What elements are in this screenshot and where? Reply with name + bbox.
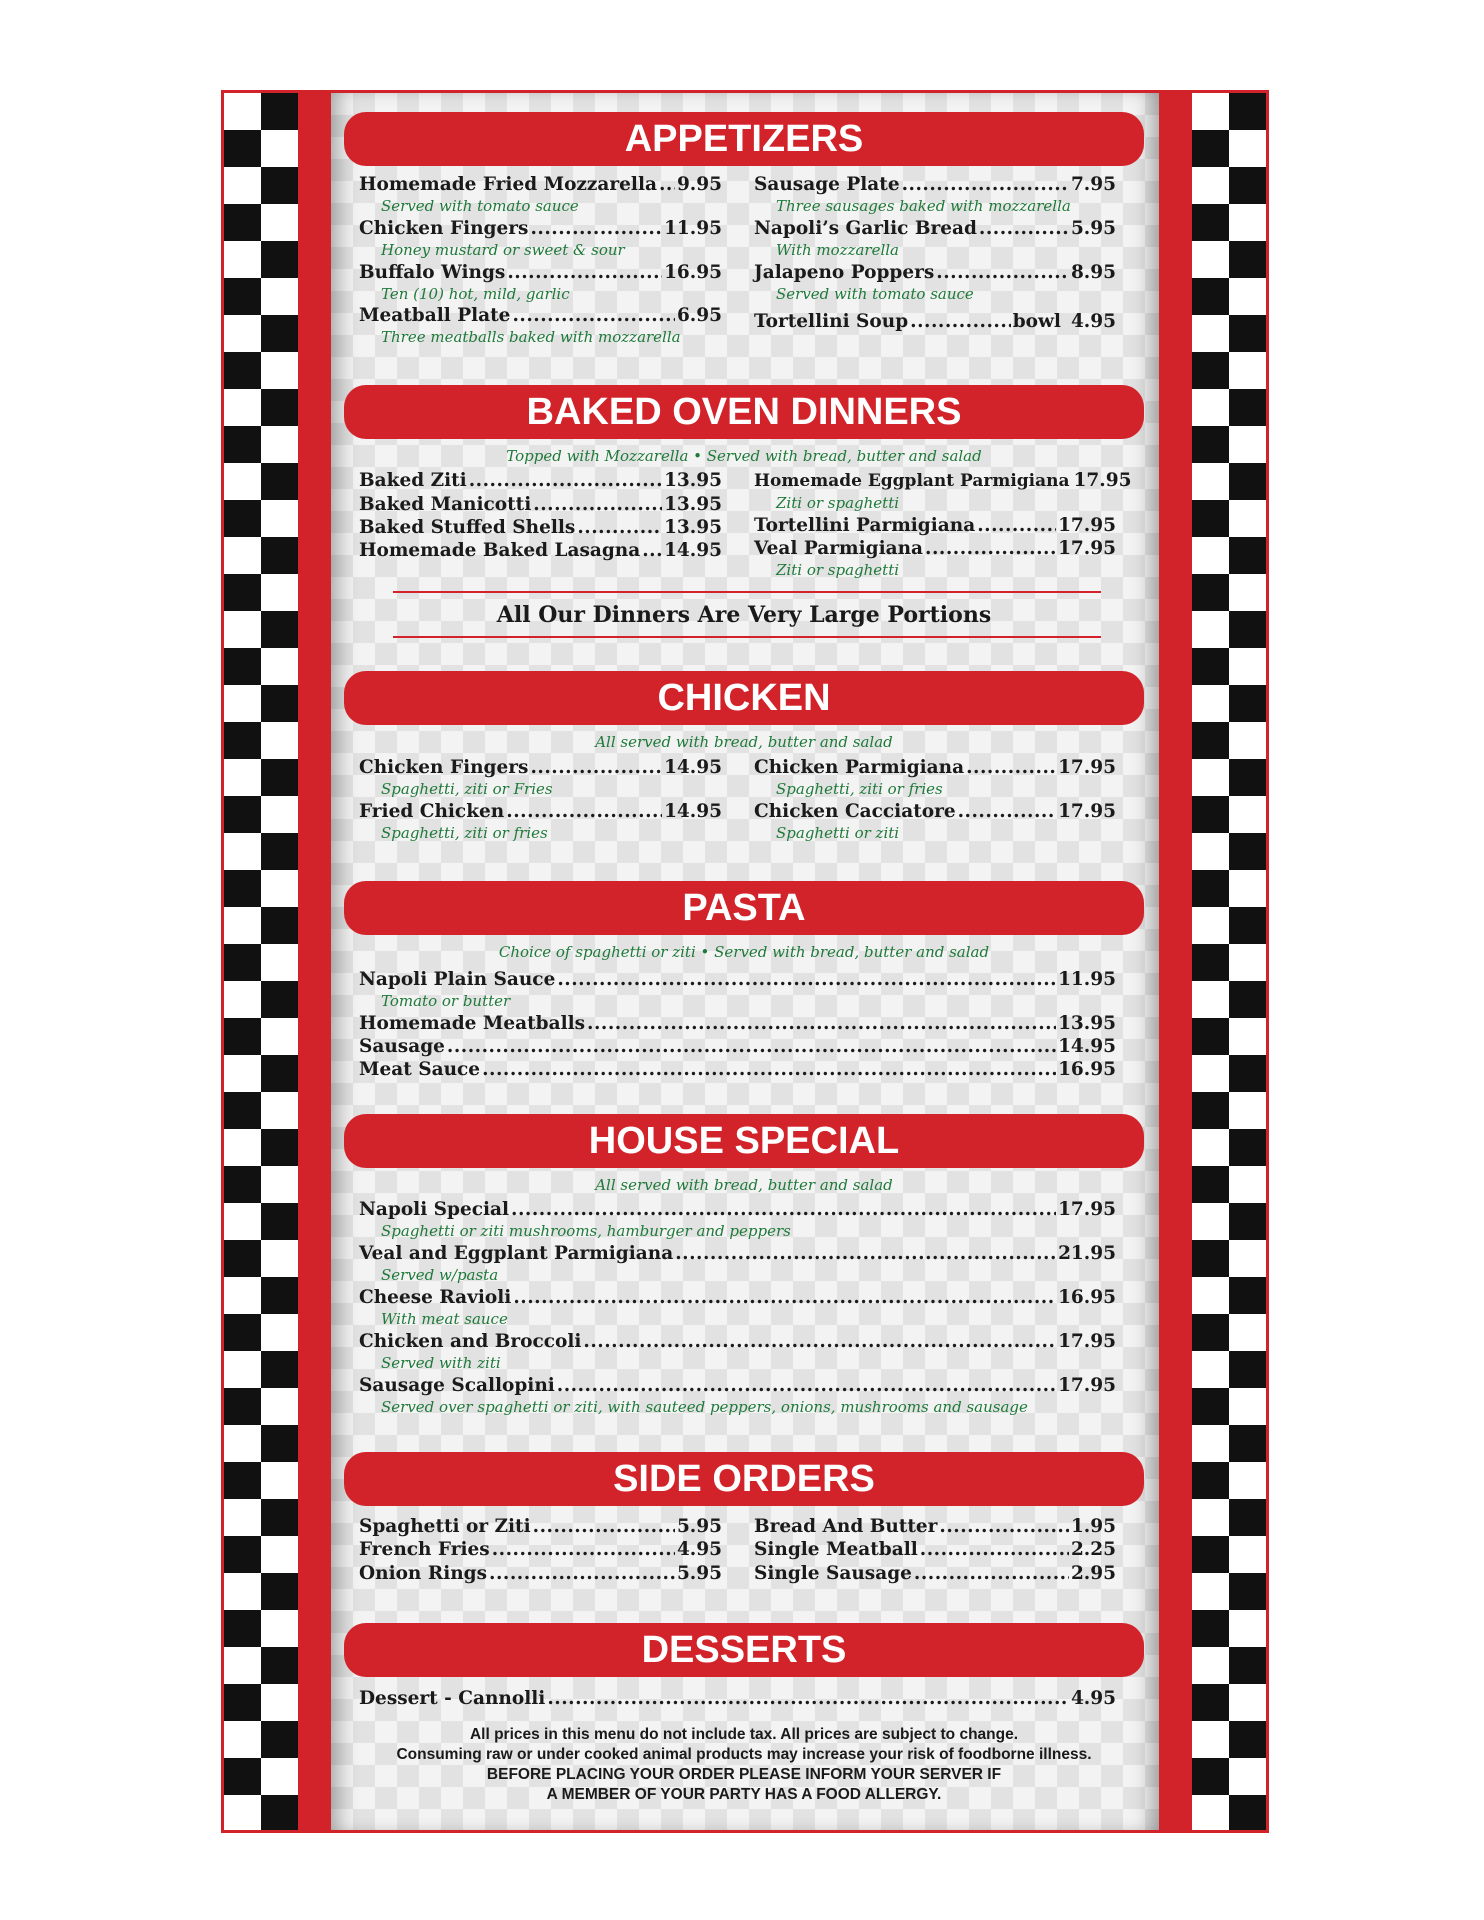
item-name: Meat Sauce <box>359 1059 481 1080</box>
item-price: 13.95 <box>664 517 722 538</box>
item-name: Tortellini Parmigiana <box>754 515 976 536</box>
item-size: bowl <box>1012 311 1061 332</box>
item-description: Ziti or spaghetti <box>776 494 900 512</box>
dot-leader <box>977 515 1056 537</box>
dot-leader <box>447 1036 1056 1058</box>
divider-rule-top <box>393 591 1101 593</box>
dot-leader <box>489 1563 675 1585</box>
item-price: 17.95 <box>1058 538 1116 559</box>
item-description: Spaghetti or ziti mushrooms, hamburger and peppers <box>381 1222 791 1240</box>
menu-item <box>359 801 722 825</box>
item-price: 4.95 <box>1070 1688 1116 1709</box>
section-banner-side-orders: SIDE ORDERS <box>344 1452 1144 1506</box>
dot-leader <box>547 1688 1069 1710</box>
menu-item <box>359 1199 1116 1223</box>
dot-leader <box>966 757 1056 779</box>
item-price: 11.95 <box>664 218 722 239</box>
dot-leader <box>939 1516 1069 1538</box>
dot-leader <box>506 801 662 823</box>
menu-item <box>359 517 722 541</box>
dot-leader <box>482 1059 1056 1081</box>
dot-leader <box>675 1243 1056 1265</box>
menu-item <box>754 757 1116 781</box>
menu-item <box>754 218 1116 242</box>
menu-item <box>359 969 1116 993</box>
item-name: Napoli Plain Sauce <box>359 969 556 990</box>
item-description: Served w/pasta <box>381 1266 499 1284</box>
menu-item <box>359 1243 1116 1267</box>
menu-item <box>359 757 722 781</box>
menu-item <box>754 174 1116 198</box>
item-price: 9.95 <box>676 174 722 195</box>
item-description: Served with tomato sauce <box>381 197 579 215</box>
disclaimer-line: Consuming raw or under cooked animal products may increase your risk of foodborne illness. <box>396 1746 1092 1763</box>
item-description: Served with ziti <box>381 1354 501 1372</box>
item-price: 5.95 <box>676 1563 722 1584</box>
item-price: 17.95 <box>1058 515 1116 536</box>
menu-item <box>359 1516 722 1540</box>
item-name: Meatball Plate <box>359 305 511 326</box>
item-description: Three sausages baked with mozzarella <box>776 197 1071 215</box>
item-description: Spaghetti, ziti or fries <box>381 824 548 842</box>
menu-item <box>359 1287 1116 1311</box>
menu-item <box>359 262 722 286</box>
item-price: 14.95 <box>664 801 722 822</box>
item-price: 14.95 <box>664 757 722 778</box>
item-name: Veal and Eggplant Parmigiana <box>359 1243 674 1264</box>
menu-item <box>359 1688 1116 1712</box>
item-price: 14.95 <box>1058 1036 1116 1057</box>
item-name: Baked Ziti <box>359 470 467 491</box>
item-name: Chicken Cacciatore <box>754 801 956 822</box>
item-name: French Fries <box>359 1539 490 1560</box>
dot-leader <box>507 262 662 284</box>
dot-leader <box>642 540 662 562</box>
item-name: Single Meatball <box>754 1539 918 1560</box>
item-name: Homemade Eggplant Parmigiana <box>754 471 1070 491</box>
item-price: 5.95 <box>1070 218 1116 239</box>
menu-item <box>754 311 1116 335</box>
item-description: Ziti or spaghetti <box>776 561 900 579</box>
item-description: Served with tomato sauce <box>776 285 974 303</box>
dot-leader <box>512 305 674 327</box>
item-price: 14.95 <box>664 540 722 561</box>
item-price: 13.95 <box>664 494 722 515</box>
item-name: Sausage <box>359 1036 445 1057</box>
item-price: 11.95 <box>1058 969 1116 990</box>
allergy-warning-line: A MEMBER OF YOUR PARTY HAS A FOOD ALLERGY. <box>546 1786 942 1803</box>
disclaimer-line: All prices in this menu do not include tax. All prices are subject to change. <box>469 1726 1019 1743</box>
item-price: 13.95 <box>664 470 722 491</box>
item-name: Bread And Butter <box>754 1516 938 1537</box>
item-name: Veal Parmigiana <box>754 538 924 559</box>
dot-leader <box>583 1331 1056 1353</box>
dot-leader <box>925 538 1056 560</box>
item-price: 21.95 <box>1058 1243 1116 1264</box>
item-price: 17.95 <box>1058 757 1116 778</box>
dot-leader <box>557 1375 1056 1397</box>
menu-item <box>359 1036 1116 1060</box>
item-name: Homemade Fried Mozzarella <box>359 174 657 195</box>
item-name: Chicken and Broccoli <box>359 1331 582 1352</box>
item-description: With mozzarella <box>776 241 899 259</box>
item-price: 16.95 <box>1058 1059 1116 1080</box>
item-name: Sausage Scallopini <box>359 1375 555 1396</box>
section-banner-pasta: PASTA <box>344 881 1144 935</box>
dot-leader <box>587 1013 1056 1035</box>
section-banner-chicken: CHICKEN <box>344 671 1144 725</box>
menu-item <box>754 470 1132 494</box>
dot-leader <box>513 1287 1056 1309</box>
item-name: Chicken Parmigiana <box>754 757 965 778</box>
item-description: Spaghetti, ziti or Fries <box>381 780 553 798</box>
dot-leader <box>557 969 1056 991</box>
section-banner-house-special: HOUSE SPECIAL <box>344 1114 1144 1168</box>
dot-leader <box>492 1539 675 1561</box>
dot-leader <box>511 1199 1056 1221</box>
item-description: Honey mustard or sweet & sour <box>381 241 625 259</box>
item-name: Homemade Meatballs <box>359 1013 586 1034</box>
dot-leader <box>530 757 662 779</box>
item-price: 7.95 <box>1070 174 1116 195</box>
menu-item <box>359 174 722 198</box>
menu-item <box>754 1539 1116 1563</box>
allergy-warning-line: BEFORE PLACING YOUR ORDER PLEASE INFORM YOUR SERVER IF <box>486 1766 1002 1783</box>
item-price: 6.95 <box>676 305 722 326</box>
dot-leader <box>533 1516 675 1538</box>
item-name: Napoli Special <box>359 1199 510 1220</box>
menu-item <box>754 538 1116 562</box>
menu-item <box>359 494 722 518</box>
item-name: Baked Manicotti <box>359 494 532 515</box>
menu-item <box>754 262 1116 286</box>
item-price: 17.95 <box>1058 1199 1116 1220</box>
item-price: 1.95 <box>1070 1516 1116 1537</box>
item-price: 2.25 <box>1070 1539 1116 1560</box>
dot-leader <box>902 174 1069 196</box>
menu-item <box>754 1516 1116 1540</box>
item-name: Buffalo Wings <box>359 262 506 283</box>
item-description: Spaghetti, ziti or fries <box>776 780 943 798</box>
item-name: Dessert - Cannolli <box>359 1688 546 1709</box>
menu-item <box>359 1563 722 1587</box>
menu-item <box>359 218 722 242</box>
portions-tagline: All Our Dinners Are Very Large Portions <box>496 602 992 628</box>
section-note: Choice of spaghetti or ziti • Served with bread, butter and salad <box>498 943 990 961</box>
section-note: Topped with Mozzarella • Served with bread, butter and salad <box>506 447 982 465</box>
item-price: 17.95 <box>1058 1331 1116 1352</box>
item-name: Chicken Fingers <box>359 218 529 239</box>
item-name: Baked Stuffed Shells <box>359 517 576 538</box>
menu-item <box>359 305 722 329</box>
divider-rule-bottom <box>393 636 1101 638</box>
item-name: Sausage Plate <box>754 174 900 195</box>
section-note: All served with bread, butter and salad <box>595 1176 893 1194</box>
item-name: Single Sausage <box>754 1563 912 1584</box>
item-name: Napoli’s Garlic Bread <box>754 218 977 239</box>
item-name: Homemade Baked Lasagna <box>359 540 641 561</box>
item-name: Jalapeno Poppers <box>754 262 935 283</box>
item-description: With meat sauce <box>381 1310 508 1328</box>
section-banner-appetizers: APPETIZERS <box>344 112 1144 166</box>
item-price: 4.95 <box>676 1539 722 1560</box>
dot-leader <box>936 262 1069 284</box>
menu-item <box>359 1013 1116 1037</box>
item-name: Chicken Fingers <box>359 757 529 778</box>
item-name: Fried Chicken <box>359 801 505 822</box>
item-price: 5.95 <box>676 1516 722 1537</box>
dot-leader <box>979 218 1069 240</box>
item-name: Onion Rings <box>359 1563 488 1584</box>
item-name: Tortellini Soup <box>754 311 909 332</box>
item-price: 13.95 <box>1058 1013 1116 1034</box>
item-price: 17.95 <box>1058 1375 1116 1396</box>
item-description: Served over spaghetti or ziti, with sauteed peppers, onions, mushrooms and sausage <box>381 1398 1028 1416</box>
section-banner-desserts: DESSERTS <box>344 1623 1144 1677</box>
section-note: All served with bread, butter and salad <box>595 733 893 751</box>
item-name: Cheese Ravioli <box>359 1287 512 1308</box>
menu-item <box>359 1375 1116 1399</box>
menu-item <box>754 801 1116 825</box>
item-description: Tomato or butter <box>381 992 511 1010</box>
item-price: 17.95 <box>1073 470 1132 491</box>
menu-item <box>359 470 722 494</box>
item-price: 2.95 <box>1070 1563 1116 1584</box>
dot-leader <box>469 470 662 492</box>
menu-item <box>754 1563 1116 1587</box>
dot-leader <box>910 311 1011 333</box>
item-price: 16.95 <box>664 262 722 283</box>
item-price: 17.95 <box>1058 801 1116 822</box>
menu-item <box>359 1059 1116 1083</box>
item-name: Spaghetti or Ziti <box>359 1516 531 1537</box>
dot-leader <box>533 494 662 516</box>
dot-leader <box>530 218 662 240</box>
dot-leader <box>958 801 1056 823</box>
menu-item <box>359 1331 1116 1355</box>
item-description: Three meatballs baked with mozzarella <box>381 328 681 346</box>
checkerboard-border-left <box>224 93 298 1830</box>
dot-leader <box>914 1563 1069 1585</box>
item-price: 8.95 <box>1070 262 1116 283</box>
item-price: 16.95 <box>1058 1287 1116 1308</box>
menu-item <box>359 1539 722 1563</box>
item-price: 4.95 <box>1070 311 1116 332</box>
section-banner-baked-oven-dinners: BAKED OVEN DINNERS <box>344 385 1144 439</box>
checkerboard-border-right <box>1192 93 1266 1830</box>
item-description: Ten (10) hot, mild, garlic <box>381 285 570 303</box>
dot-leader <box>920 1539 1069 1561</box>
dot-leader <box>659 174 675 196</box>
dot-leader <box>577 517 662 539</box>
item-description: Spaghetti or ziti <box>776 824 900 842</box>
menu-item <box>359 540 722 564</box>
menu-item <box>754 515 1116 539</box>
